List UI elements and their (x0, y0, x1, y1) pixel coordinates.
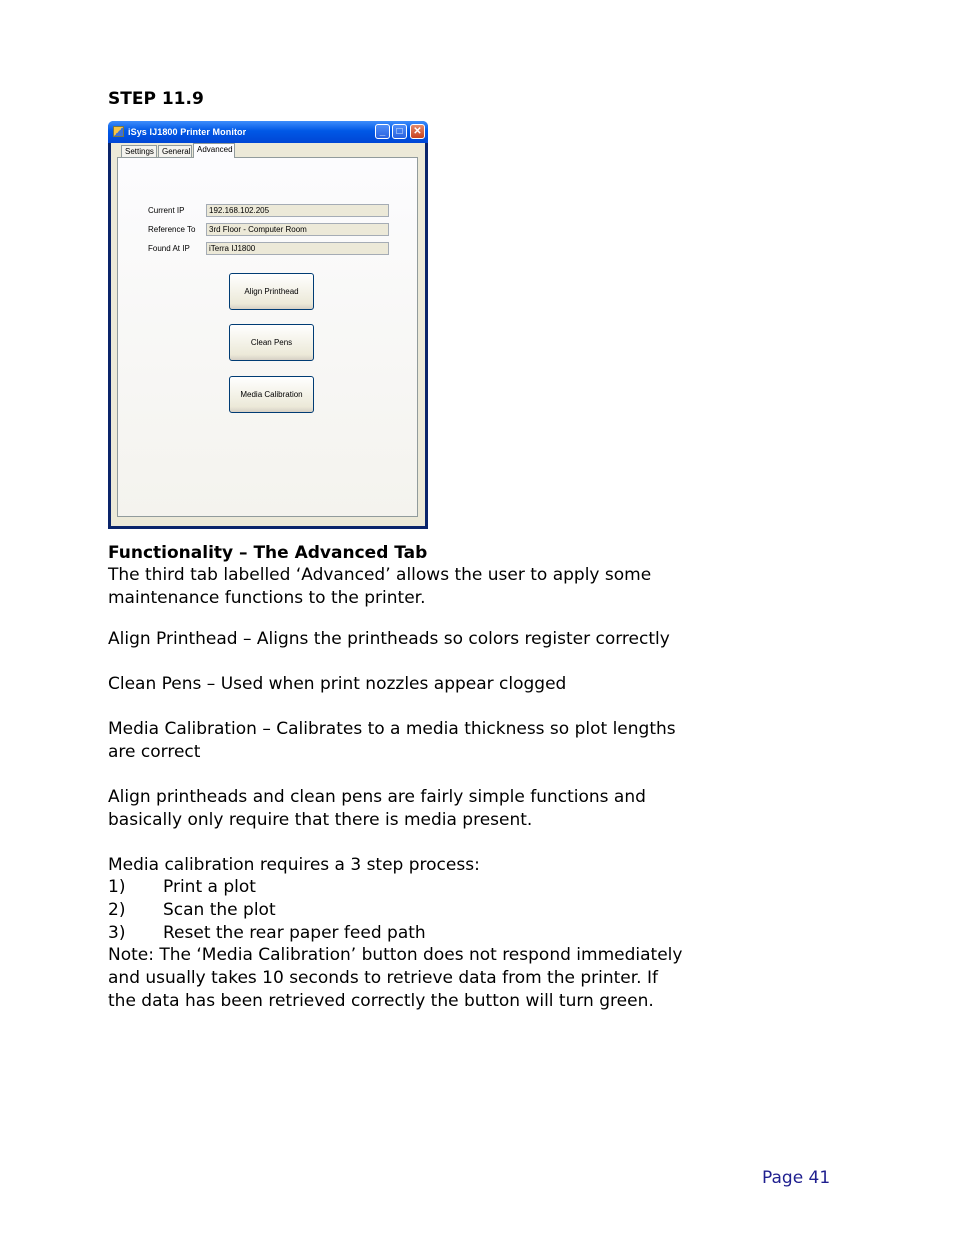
clean-description: Clean Pens – Used when print nozzles appear clogged (108, 674, 567, 694)
window-title: iSys IJ1800 Printer Monitor (128, 127, 247, 137)
app-icon (113, 126, 124, 137)
window-titlebar (108, 121, 428, 143)
media-calibration-button[interactable]: Media Calibration (229, 376, 314, 413)
media-description: Media Calibration – Calibrates to a media thickness so plot lengths are correct (108, 719, 676, 762)
reference-to-field[interactable]: 3rd Floor - Computer Room (206, 223, 389, 236)
window-client-area (111, 143, 425, 526)
process-intro: Media calibration requires a 3 step process: (108, 855, 480, 875)
list-item (108, 876, 256, 899)
list-number: 3) (108, 923, 126, 943)
tab-settings[interactable]: Settings (121, 145, 157, 157)
list-number: 2) (108, 900, 126, 920)
clean-pens-button[interactable]: Clean Pens (229, 324, 314, 361)
step-heading: STEP 11.9 (108, 89, 204, 109)
list-text: Scan the plot (163, 900, 276, 920)
simple-functions-note: Align printheads and clean pens are fairly simple functions and basically only require that there is media present. (108, 787, 646, 830)
list-number: 1) (108, 877, 126, 897)
printer-monitor-window-screenshot (108, 121, 428, 529)
list-item (108, 922, 426, 945)
current-ip-label: Current IP (148, 206, 185, 215)
list-text: Print a plot (163, 877, 256, 897)
found-at-ip-field[interactable]: iTerra IJ1800 (206, 242, 389, 255)
page-number: Page 41 (762, 1168, 831, 1188)
section-heading: Functionality – The Advanced Tab (108, 543, 428, 563)
current-ip-field[interactable]: 192.168.102.205 (206, 204, 389, 217)
reference-to-label: Reference To (148, 225, 196, 234)
final-note: Note: The ‘Media Calibration’ button does not respond immediately and usually takes 10 seconds to retrieve data from the printer. If the data has been retrieved correctly the button will turn green. (108, 945, 683, 1011)
list-item (108, 899, 276, 922)
minimize-icon[interactable]: _ (375, 124, 390, 139)
close-icon[interactable]: ✕ (410, 124, 425, 139)
maximize-icon[interactable]: □ (392, 124, 407, 139)
found-at-ip-label: Found At IP (148, 244, 190, 253)
intro-paragraph: The third tab labelled ‘Advanced’ allows the user to apply some maintenance functions to the printer. (108, 565, 652, 608)
list-text: Reset the rear paper feed path (163, 923, 426, 943)
tab-advanced[interactable]: Advanced (193, 143, 235, 158)
advanced-tab-page (117, 157, 418, 517)
tab-general[interactable]: General (158, 145, 192, 157)
align-printhead-button[interactable]: Align Printhead (229, 273, 314, 310)
align-description: Align Printhead – Aligns the printheads so colors register correctly (108, 629, 670, 649)
